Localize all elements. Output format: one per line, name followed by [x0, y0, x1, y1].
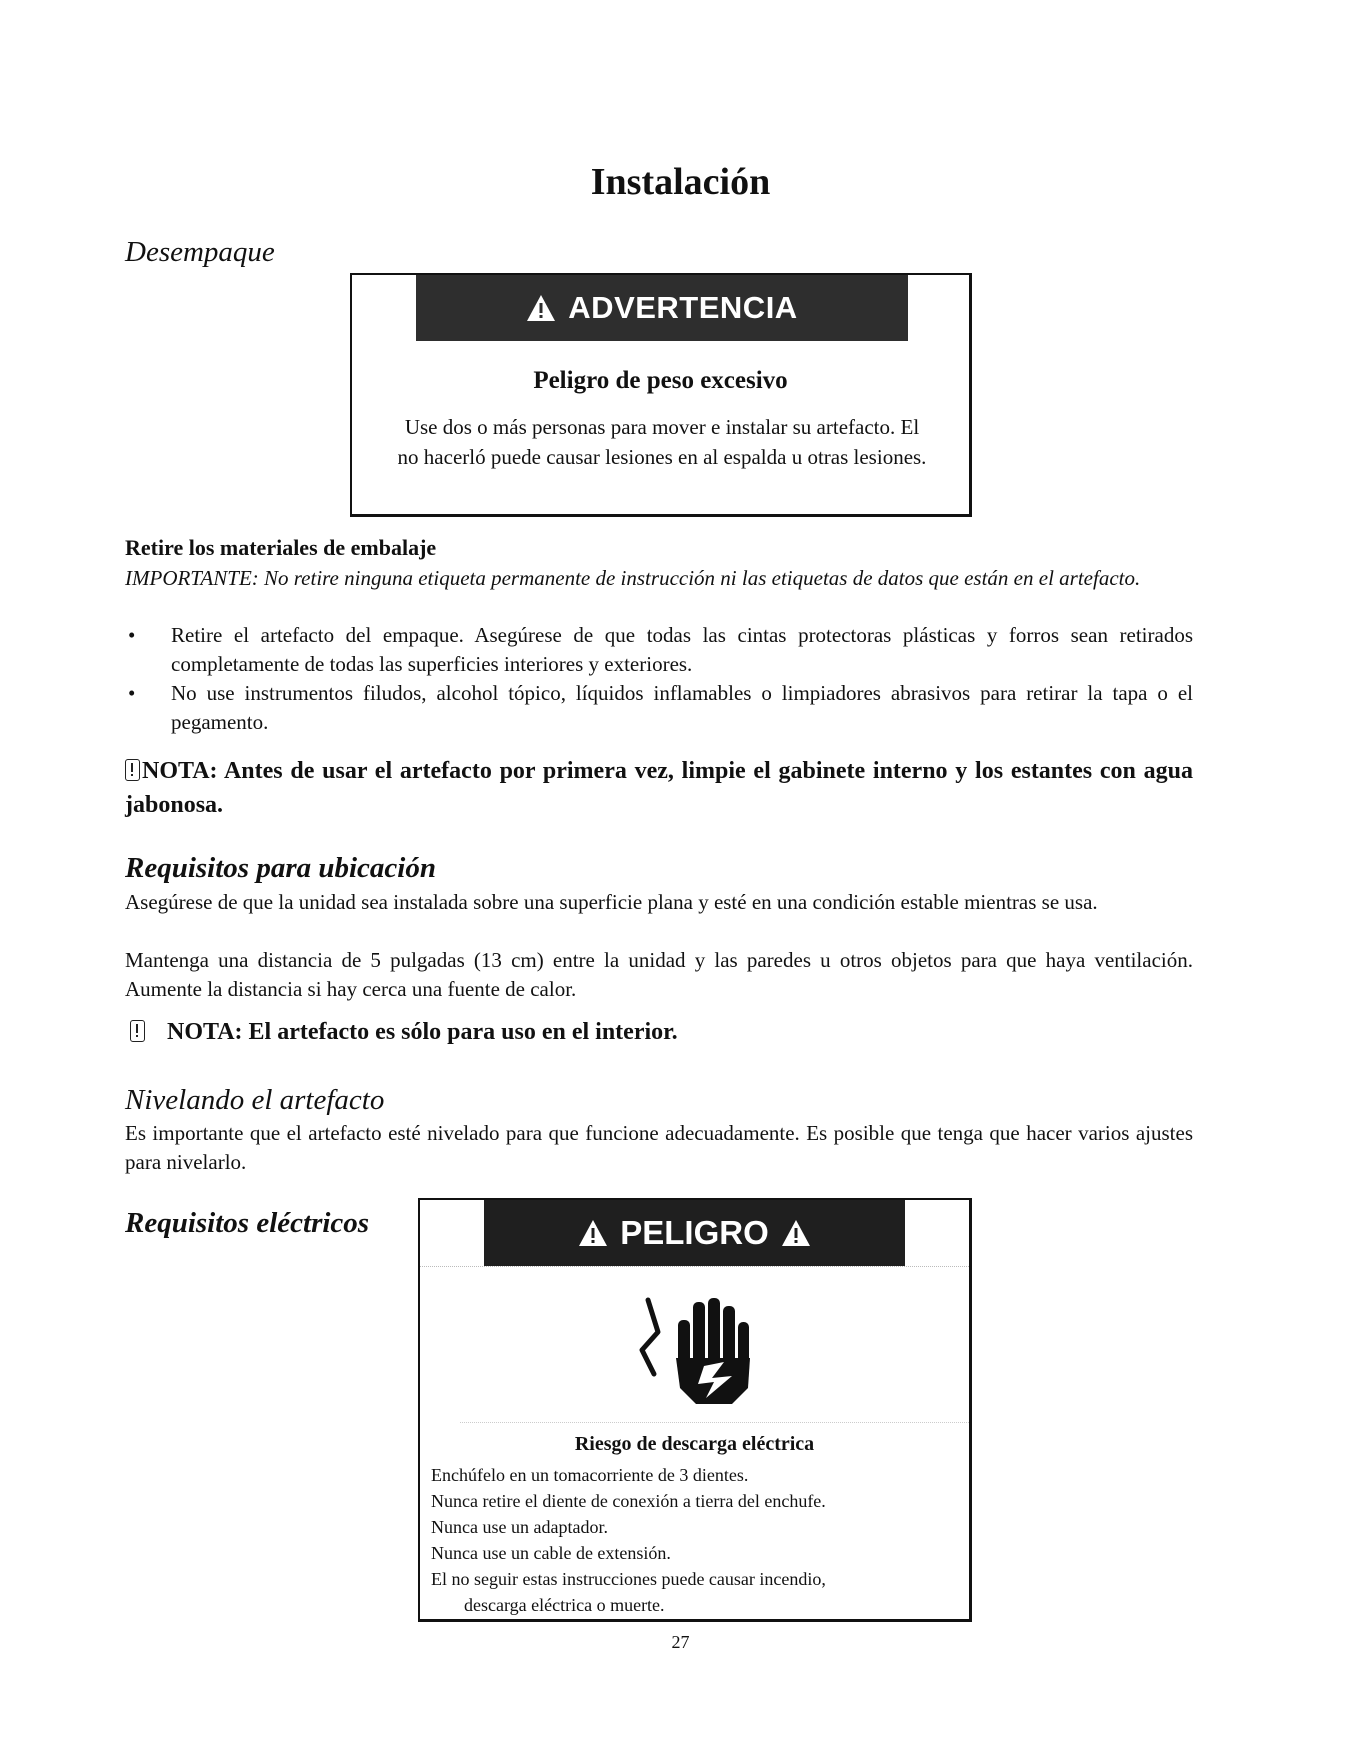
packing-note: NOTA: Antes de usar el artefacto por primera vez, limpie el gabinete interno y los estantes con agua jabonosa.: [125, 758, 1193, 818]
warning-banner-label: ADVERTENCIA: [568, 290, 798, 325]
danger-box: [418, 1198, 972, 1622]
list-item: Nunca retire el diente de conexión a tierra del enchufe.: [431, 1491, 826, 1511]
warning-triangle-icon: [526, 294, 556, 322]
list-item: El no seguir estas instrucciones puede causar incendio,: [431, 1569, 826, 1589]
danger-heading: Riesgo de descarga eléctrica: [574, 1433, 815, 1455]
divider: [420, 1266, 969, 1267]
divider: [460, 1422, 969, 1423]
packing-bullets: [125, 621, 1193, 737]
danger-banner: [484, 1200, 905, 1266]
danger-banner-label: PELIGRO: [620, 1214, 769, 1251]
leveling-paragraph: Es importante que el artefacto esté nivelado para que funcione adecuadamente. Es posible que tenga que hacer varios ajustes para nivelarlo.: [125, 1121, 1193, 1174]
list-item: • No use instrumentos filudos, alcohol tópico, líquidos inflamables o limpiadores abrasivos para retirar la tapa o el pegamento.: [128, 681, 1193, 734]
list-item: Nunca use un cable de extensión.: [431, 1543, 671, 1563]
location-note: NOTA: El artefacto es sólo para uso en el interior.: [130, 1015, 678, 1049]
electric-shock-hand-icon: [620, 1282, 770, 1412]
location-paragraph-1: Asegúrese de que la unidad sea instalada sobre una superficie plana y esté en una condición estable mientras se usa.: [125, 890, 1098, 914]
note-icon: [125, 759, 140, 781]
section-heading-unpack: Desempaque: [125, 236, 275, 268]
packing-heading: Retire los materiales de embalaje: [125, 535, 437, 560]
warning-triangle-icon: [781, 1219, 811, 1247]
list-item: Enchúfelo en un tomacorriente de 3 dientes.: [431, 1465, 749, 1485]
warning-triangle-icon: [578, 1219, 608, 1247]
bullet-symbol: •: [128, 623, 136, 647]
list-item: • Retire el artefacto del empaque. Asegúrese de que todas las cintas protectoras plásticas y forros sean retirados completamente de todas las superficies interiores y exteriores.: [128, 623, 1193, 676]
section-heading-electrical: Requisitos eléctricos: [125, 1207, 370, 1239]
bullet-symbol: •: [128, 681, 136, 705]
note-icon: [130, 1020, 145, 1042]
warning-body: Use dos o más personas para mover e instalar su artefacto. El no hacerló puede causar lesiones en al espalda u otras lesiones.: [397, 415, 927, 469]
page-title: Instalación: [590, 161, 771, 203]
list-item: descarga eléctrica o muerte.: [464, 1595, 665, 1615]
location-paragraph-2: Mantenga una distancia de 5 pulgadas (13 cm) entre la unidad y las paredes u otros objetos para que haya ventilación. Aumente la distancia si hay cerca una fuente de calor.: [125, 948, 1193, 1001]
warning-banner: [416, 275, 908, 341]
warning-heading: Peligro de peso excesivo: [533, 367, 788, 394]
section-heading-location: Requisitos para ubicación: [125, 852, 436, 884]
page-number: 27: [671, 1632, 690, 1652]
section-heading-leveling: Nivelando el artefacto: [125, 1084, 385, 1116]
warning-box: [350, 273, 972, 517]
packing-important: IMPORTANTE: No retire ninguna etiqueta permanente de instrucción ni las etiquetas de datos que están en el artefacto.: [125, 566, 1141, 590]
danger-instructions: [431, 1462, 951, 1618]
list-item: Nunca use un adaptador.: [431, 1517, 608, 1537]
